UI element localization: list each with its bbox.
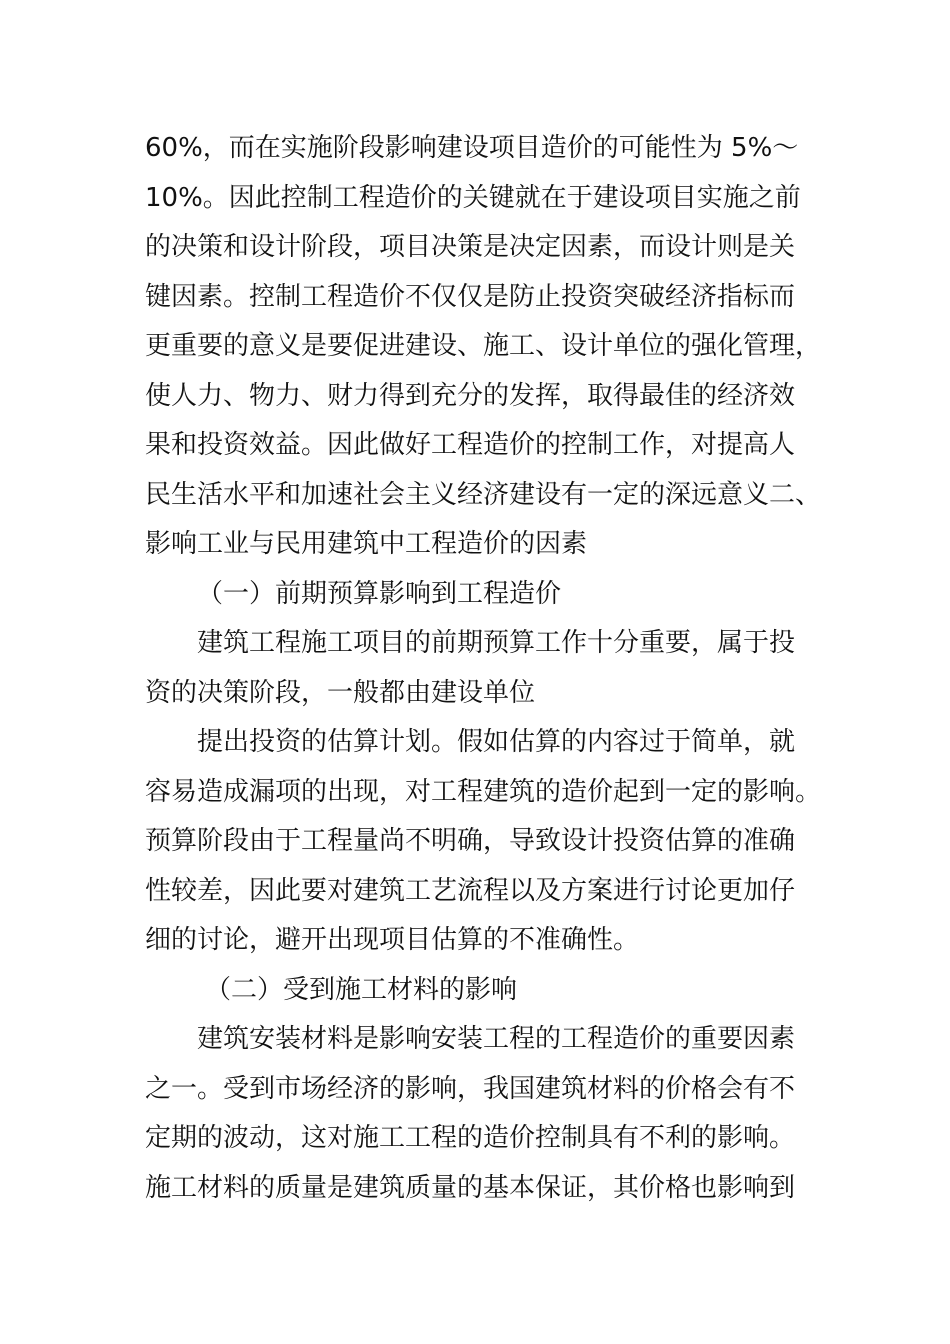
text-line: 的决策和设计阶段，项目决策是决定因素，而设计则是关	[145, 232, 796, 262]
text-line: 更重要的意义是要促进建设、施工、设计单位的强化管理，	[145, 331, 822, 361]
section-heading: （一）前期预算影响到工程造价	[197, 578, 562, 609]
text-line: 细的讨论，避开出现项目估算的不准确性。	[145, 925, 640, 955]
text-line: 键因素。控制工程造价不仅仅是防止投资突破经济指标而	[145, 281, 796, 312]
text-line: 10%。因此控制工程造价的关键就在于建设项目实施之前	[145, 182, 801, 213]
text-line: 建筑安装材料是影响安装工程的工程造价的重要因素	[197, 1024, 796, 1054]
text-line: 施工材料的质量是建筑质量的基本保证，其价格也影响到	[145, 1172, 796, 1203]
section-heading: （二）受到施工材料的影响	[205, 974, 518, 1005]
text-line: 60%，而在实施阶段影响建设项目造价的可能性为 5%～	[145, 133, 799, 163]
text-line: 民生活水平和加速社会主义经济建设有一定的深远意义二、	[145, 479, 822, 510]
text-line: 提出投资的估算计划。假如估算的内容过于简单，就	[197, 727, 796, 757]
text-line: 之一。受到市场经济的影响，我国建筑材料的价格会有不	[145, 1073, 796, 1104]
text-line: 影响工业与民用建筑中工程造价的因素	[145, 529, 588, 559]
text-line: 性较差，因此要对建筑工艺流程以及方案进行讨论更加仔	[145, 875, 796, 906]
text-line: 果和投资效益。因此做好工程造价的控制工作，对提高人	[145, 430, 796, 460]
text-line: 建筑工程施工项目的前期预算工作十分重要，属于投	[197, 628, 796, 658]
text-line: 定期的波动，这对施工工程的造价控制具有不利的影响。	[145, 1123, 796, 1153]
text-line: 使人力、物力、财力得到充分的发挥，取得最佳的经济效	[145, 380, 796, 411]
text-line: 预算阶段由于工程量尚不明确，导致设计投资估算的准确	[145, 826, 796, 856]
text-line: 资的决策阶段，一般都由建设单位	[145, 677, 536, 708]
text-line: 容易造成漏项的出现，对工程建筑的造价起到一定的影响。	[145, 776, 822, 807]
body-text	[145, 124, 822, 1213]
